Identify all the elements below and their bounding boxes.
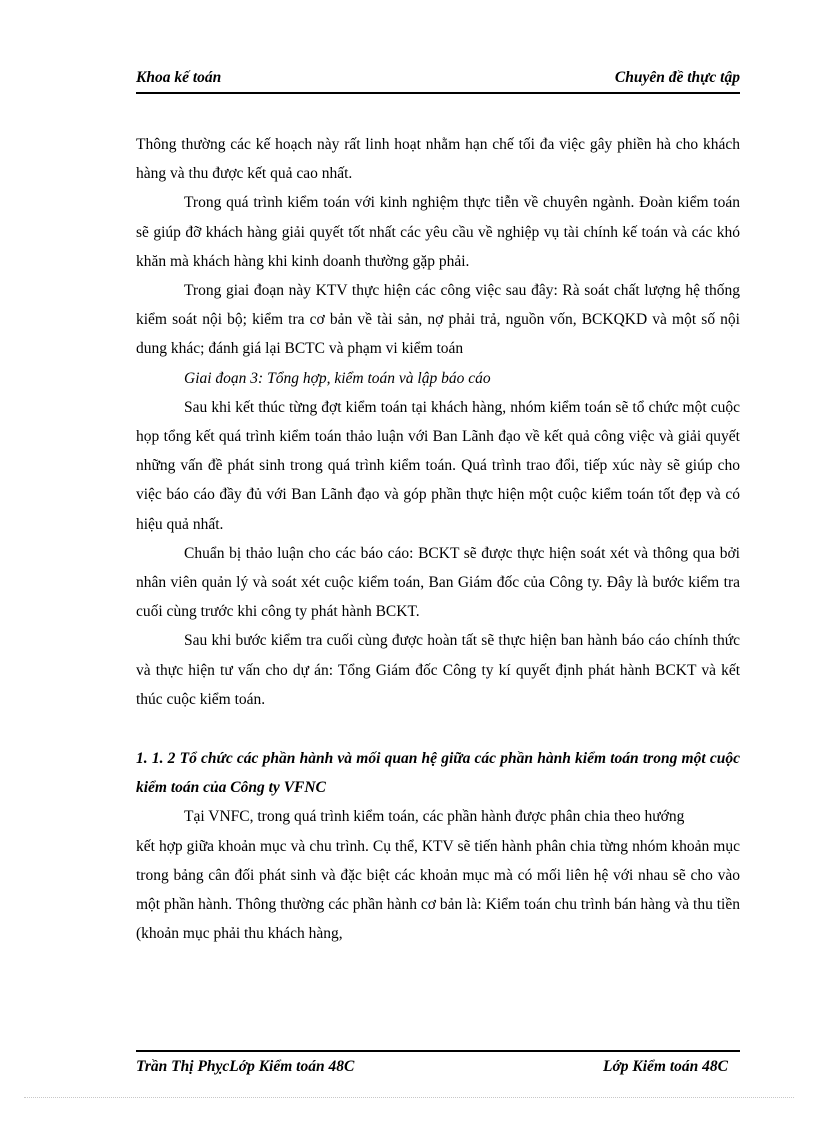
section-gap bbox=[136, 714, 740, 744]
paragraph-8: Tại VNFC, trong quá trình kiểm toán, các phần hành được phân chia theo hướng bbox=[184, 808, 685, 826]
footer-class: Lớp Kiểm toán 48C bbox=[602, 1058, 728, 1075]
page-body bbox=[136, 130, 740, 948]
paragraph-3: Trong giai đoạn này KTV thực hiện các công việc sau đây: Rà soát chất lượng hệ thống kiểm soát nội bộ; kiểm tra cơ bản về tài sản, nợ phải trả, nguồn vốn, BCKQKD và một số nội dung khác; đánh giá lại BCTC và phạm vi kiểm toán bbox=[136, 282, 740, 358]
paragraph-6: Chuẩn bị thảo luận cho các báo cáo: BCKT sẽ được thực hiện soát xét và thông qua bởi nhân viên quản lý và soát xét cuộc kiểm toán, Ban Giám đốc của Công ty. Đây là bước kiểm tra cuối cùng trước khi công ty phát hành BCKT. bbox=[136, 544, 740, 621]
footer-author: Trần Thị PhỵcLớp Kiểm toán 48C bbox=[136, 1058, 355, 1075]
header-department: Khoa kế toán bbox=[136, 69, 222, 86]
page-header bbox=[136, 66, 740, 94]
paragraph-2: Trong quá trình kiểm toán với kinh nghiệm thực tiễn về chuyên ngành. Đoàn kiểm toán sẽ giúp đỡ khách hàng giải quyết tốt nhất các yêu cầu về nghiệp vụ tài chính kế toán và các khó khăn mà khách hàng khi kinh doanh thường gặp phải. bbox=[136, 194, 740, 270]
paragraph-5: Sau khi kết thúc từng đợt kiểm toán tại khách hàng, nhóm kiểm toán sẽ tổ chức một cuộc họp tổng kết quá trình kiểm toán thảo luận với Ban Lãnh đạo về kết quả công việc và giải quyết những vấn đề phát sinh trong quá trình kiểm toán. Quá trình trao đổi, tiếp xúc này sẽ giúp cho việc báo cáo đầy đủ với Ban Lãnh đạo và góp phần thực hiện một cuộc kiểm toán tốt đẹp và có hiệu quả nhất. bbox=[136, 398, 740, 533]
paragraph-1: Thông thường các kế hoạch này rất linh hoạt nhằm hạn chế tối đa việc gây phiền hà cho khách hàng và thu được kết quả cao nhất. bbox=[136, 136, 740, 183]
stage-3-subheading: Giai đoạn 3: Tổng hợp, kiểm toán và lập báo cáo bbox=[184, 369, 491, 387]
section-heading: 1. 1. 2 Tổ chức các phần hành và mối quan hệ giữa các phần hành kiểm toán trong một cuộc kiểm toán của Công ty VFNC bbox=[136, 750, 740, 797]
paragraph-7: Sau khi bước kiểm tra cuối cùng được hoàn tất sẽ thực hiện ban hành báo cáo chính thức và thực hiện tư vấn cho dự án: Tổng Giám đốc Công ty kí quyết định phát hành BCKT và kết thúc cuộc kiểm toán. bbox=[136, 632, 740, 708]
page-bottom-divider bbox=[24, 1097, 794, 1098]
header-title: Chuyên đề thực tập bbox=[614, 69, 740, 86]
paragraph-9: kết hợp giữa khoản mục và chu trình. Cụ thể, KTV sẽ tiến hành phân chia từng nhóm khoản mục trong bảng cân đối phát sinh và đặc biệt các khoản mục mà có mối liên hệ với nhau sẽ cho vào một phần hành. Thông thường các phần hành cơ bản là: Kiểm toán chu trình bán hàng và thu tiền (khoản mục phải thu khách hàng, bbox=[136, 837, 740, 943]
page-footer bbox=[136, 1050, 740, 1082]
